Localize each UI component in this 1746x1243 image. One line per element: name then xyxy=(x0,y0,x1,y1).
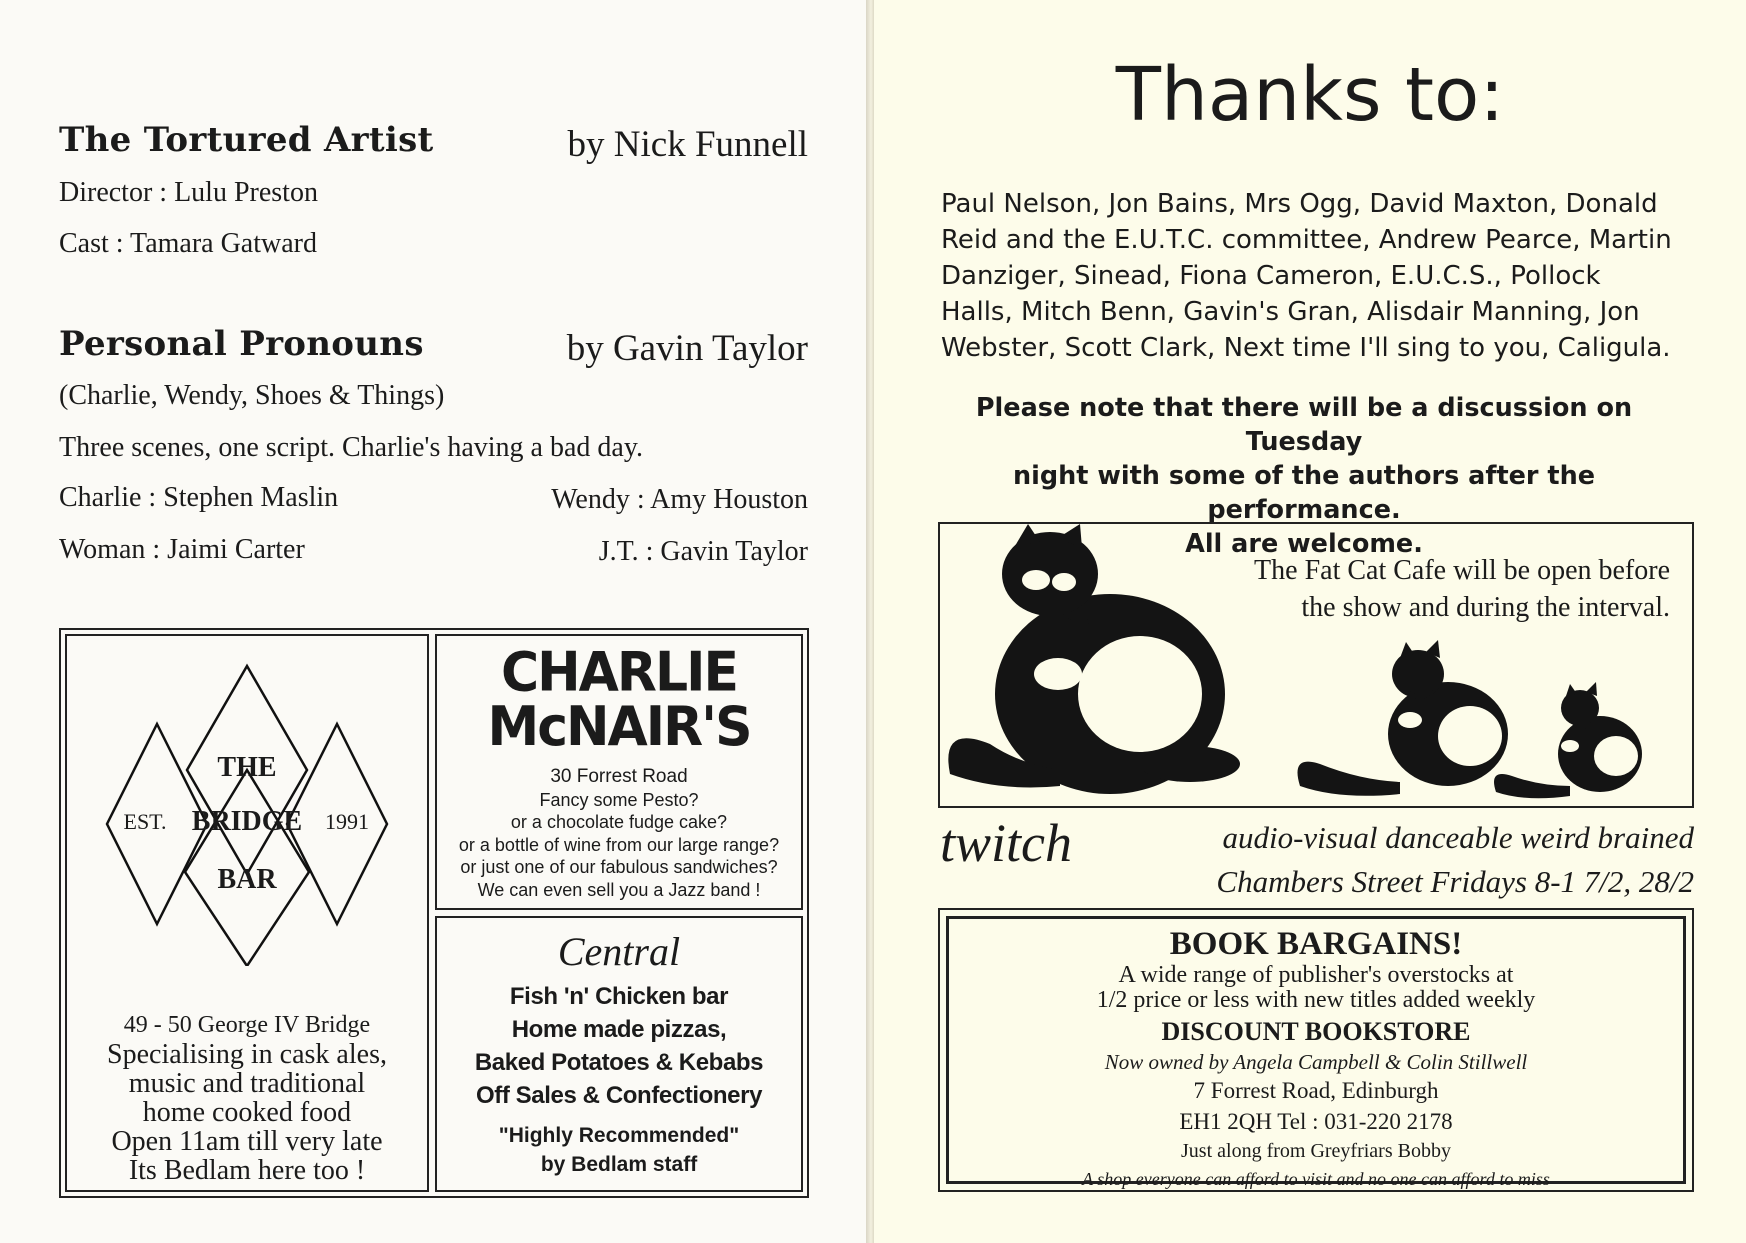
thanks-list xyxy=(941,186,1731,366)
thanks-line: Paul Nelson, Jon Bains, Mrs Ogg, David Maxton, Donald xyxy=(941,189,1658,219)
bookstore-tagline: A shop everyone can afford to visit and no one can afford to miss xyxy=(1082,1169,1550,1189)
bridge-bar-year: 1991 xyxy=(325,809,369,834)
play-title: Personal Pronouns xyxy=(59,324,424,364)
twitch-line: Chambers Street Fridays 8-1 7/2, 28/2 xyxy=(1216,864,1694,899)
bridge-bar-bar: BAR xyxy=(217,864,277,895)
mcnairs-ad xyxy=(435,634,803,910)
cast-member: J.T. : Gavin Taylor xyxy=(598,536,808,567)
bridge-bar-address: 49 - 50 George IV Bridge xyxy=(123,1012,371,1038)
play-subtitle: (Charlie, Wendy, Shoes & Things) xyxy=(59,380,445,411)
bridge-bar-line: music and traditional xyxy=(128,1068,366,1099)
ads-frame xyxy=(59,628,809,1198)
play-author: by Nick Funnell xyxy=(567,124,808,165)
diamond-logo-icon xyxy=(67,636,427,966)
bridge-bar-name: BRIDGE xyxy=(191,806,303,837)
thanks-line: Halls, Mitch Benn, Gavin's Gran, Alisdair Manning, Jon xyxy=(941,297,1640,327)
bookstore-location: Just along from Greyfriars Bobby xyxy=(1181,1140,1451,1162)
play-blurb: Three scenes, one script. Charlie's having a bad day. xyxy=(59,432,644,463)
central-quote: "Highly Recommended" xyxy=(498,1124,740,1147)
central-line: Off Sales & Confectionery xyxy=(475,1082,763,1109)
mcnairs-address: 30 Forrest Road xyxy=(550,766,688,787)
mcnairs-text xyxy=(437,766,801,901)
bookstore-heading: BOOK BARGAINS! xyxy=(1169,926,1463,962)
notice-line: All are welcome. xyxy=(1185,529,1423,559)
mcnairs-logo-line: CHARLIE xyxy=(501,641,737,705)
central-line: Baked Potatoes & Kebabs xyxy=(474,1049,764,1076)
bridge-bar-description xyxy=(67,1040,427,1185)
cast-member: Charlie : Stephen Maslin xyxy=(59,482,339,513)
cat-icon xyxy=(940,524,1692,806)
cast-member: Wendy : Amy Houston xyxy=(551,484,808,515)
bridge-bar-est: EST. xyxy=(123,809,167,834)
bookstore-inner xyxy=(946,916,1686,1189)
left-page xyxy=(0,0,868,1243)
fat-cat-line: The Fat Cat Cafe will be open before xyxy=(1254,555,1670,586)
bookstore-name: DISCOUNT BOOKSTORE xyxy=(1161,1017,1471,1046)
bridge-bar-line: Its Bedlam here too ! xyxy=(128,1155,366,1186)
central-ad xyxy=(435,916,803,1192)
play-author: by Gavin Taylor xyxy=(566,328,808,369)
notice-line: Please note that there will be a discussion on Tuesday xyxy=(975,393,1633,457)
twitch-logo: twitch xyxy=(940,813,1072,873)
central-name: Central xyxy=(557,929,681,974)
bridge-bar-the: THE xyxy=(217,752,277,783)
central-text xyxy=(437,980,801,1112)
bridge-bar-line: Specialising in cask ales, xyxy=(107,1039,387,1070)
thanks-title: Thanks to: xyxy=(1115,52,1505,138)
twitch-details xyxy=(1134,816,1694,904)
mcnairs-line: or a bottle of wine from our large range? xyxy=(458,834,780,855)
fat-cat-ad xyxy=(938,522,1694,808)
thanks-line: Reid and the E.U.T.C. committee, Andrew Pearce, Martin xyxy=(941,225,1672,255)
central-line: Home made pizzas, xyxy=(511,1016,727,1043)
mcnairs-line: or just one of our fabulous sandwiches? xyxy=(460,857,778,877)
thanks-line: Webster, Scott Clark, Next time I'll sing to you, Caligula. xyxy=(941,333,1671,363)
bridge-bar-line: home cooked food xyxy=(142,1097,352,1128)
right-page xyxy=(874,0,1746,1243)
central-review xyxy=(437,1121,801,1179)
bridge-bar-line: Open 11am till very late xyxy=(111,1126,383,1157)
central-quote-source: by Bedlam staff xyxy=(540,1153,698,1176)
mcnairs-line: Fancy some Pesto? xyxy=(539,789,699,810)
play-director: Director : Lulu Preston xyxy=(59,177,318,208)
twitch-line: audio-visual danceable weird brained xyxy=(1222,820,1694,855)
notice-line: night with some of the authors after the performance. xyxy=(1012,461,1596,525)
cast-member: Woman : Jaimi Carter xyxy=(59,534,305,565)
bookstore-phone: EH1 2QH Tel : 031-220 2178 xyxy=(1179,1109,1453,1134)
bookstore-line: A wide range of publisher's overstocks at xyxy=(1118,962,1514,988)
play-title: The Tortured Artist xyxy=(59,120,434,160)
bookstore-ad xyxy=(938,908,1694,1192)
mcnairs-logo-line: McNAIR'S xyxy=(487,695,751,759)
bookstore-address: 7 Forrest Road, Edinburgh xyxy=(1193,1078,1439,1103)
thanks-line: Danziger, Sinead, Fiona Cameron, E.U.C.S., Pollock xyxy=(941,261,1601,291)
bookstore-line: 1/2 price or less with new titles added weekly xyxy=(1096,987,1536,1013)
fat-cat-line: the show and during the interval. xyxy=(1301,592,1670,623)
mcnairs-line: or a chocolate fudge cake? xyxy=(510,812,728,832)
play-cast: Cast : Tamara Gatward xyxy=(59,228,317,259)
bookstore-owners: Now owned by Angela Campbell & Colin Stillwell xyxy=(1104,1050,1528,1074)
mcnairs-logo xyxy=(437,641,801,759)
central-line: Fish 'n' Chicken bar xyxy=(509,983,729,1010)
mcnairs-line: We can even sell you a Jazz band ! xyxy=(477,879,761,900)
bridge-bar-ad xyxy=(65,634,429,1192)
